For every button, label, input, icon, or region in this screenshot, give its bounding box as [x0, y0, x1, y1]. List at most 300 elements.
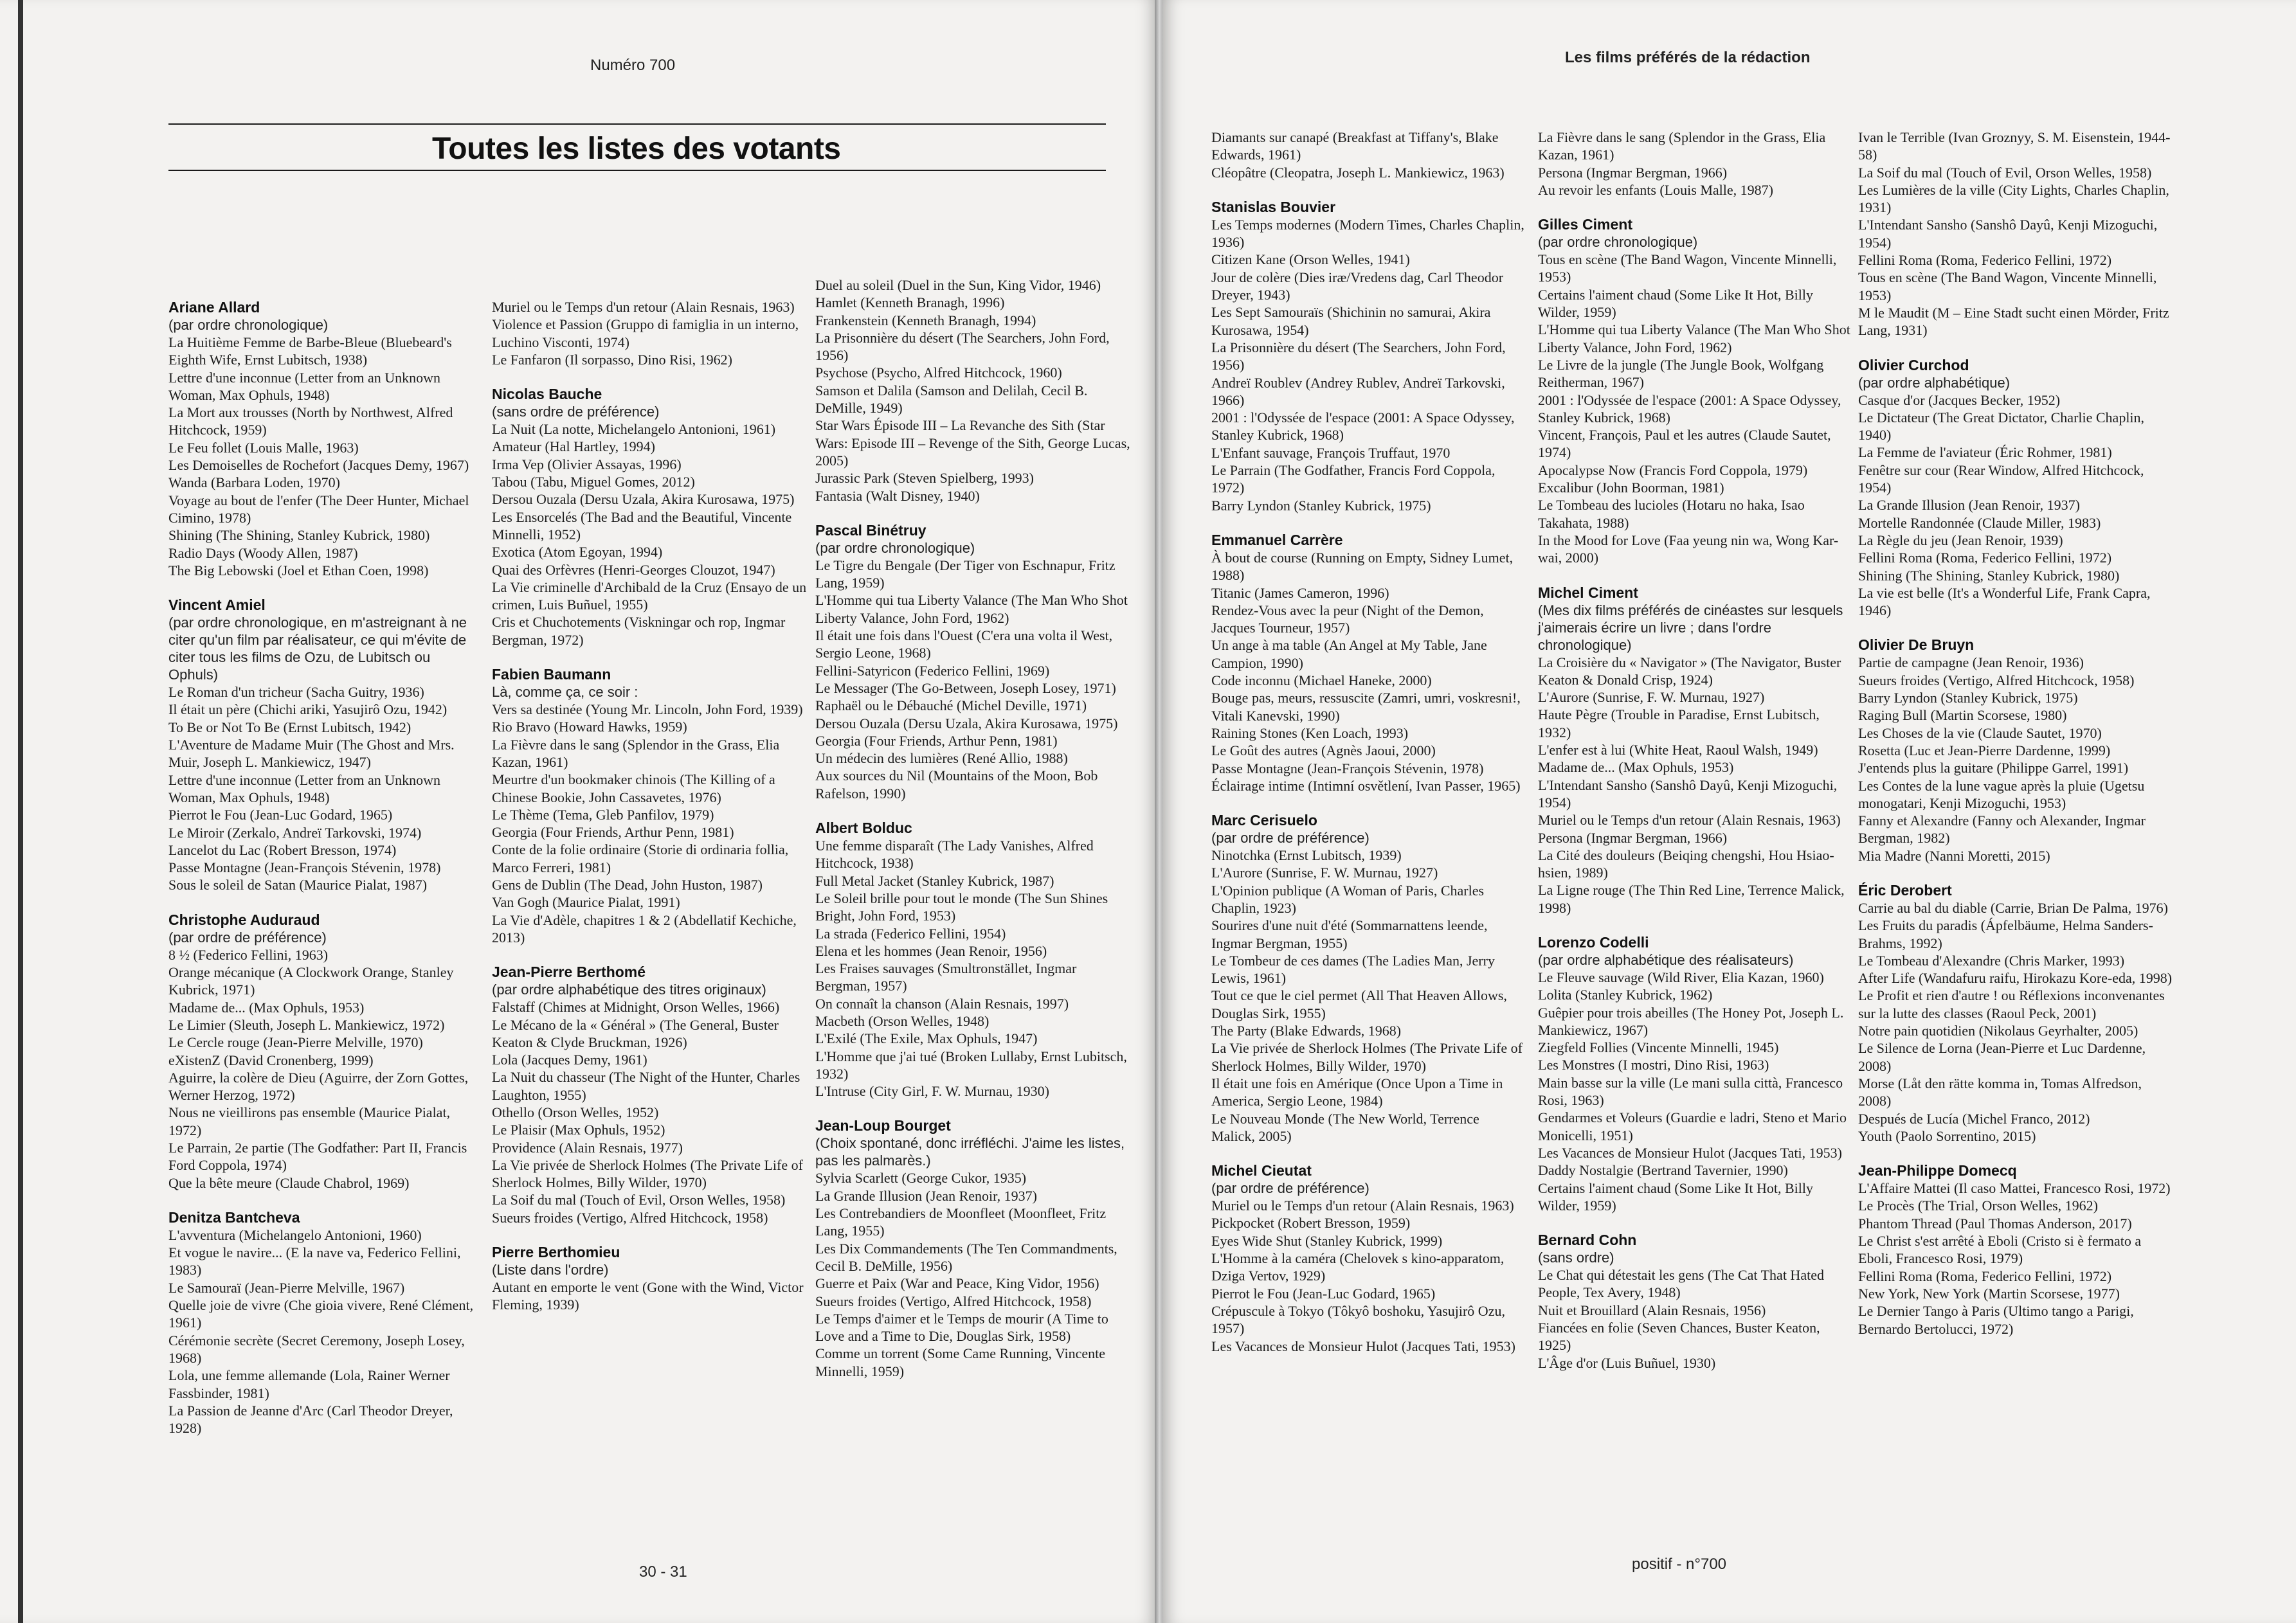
- film-entry: Carrie au bal du diable (Carrie, Brian De Palma, 1976): [1858, 899, 2169, 916]
- film-entry: Muriel ou le Temps d'un retour (Alain Resnais, 1963): [1211, 1197, 1514, 1214]
- film-entry: Le Tombeau des lucioles (Hotaru no haka, Isao Takahata, 1988): [1538, 497, 1805, 531]
- film-entry: L'avventura (Michelangelo Antonioni, 1960): [168, 1226, 422, 1243]
- film-entry: New York, New York (Martin Scorsese, 1977): [1858, 1285, 2120, 1302]
- film-entry: Les Demoiselles de Rochefort (Jacques Demy, 1967): [168, 457, 469, 474]
- voter-list: [1538, 129, 1853, 199]
- film-entry: Comme un torrent (Some Came Running, Vincente Minnelli, 1959): [815, 1345, 1106, 1379]
- film-entry: Le Tigre du Bengale (Der Tiger von Eschnapur, Fritz Lang, 1959): [815, 557, 1116, 591]
- film-entry: Meurtre d'un bookmaker chinois (The Killing of a Chinese Bookie, John Cassavetes, 1976): [492, 771, 775, 805]
- film-entry: In the Mood for Love (Faa yeung nin wa, Wong Kar-wai, 2000): [1538, 532, 1839, 566]
- voter-name: Christophe Auduraud: [168, 911, 320, 928]
- film-entry: Notre pain quotidien (Nikolaus Geyrhalter, 2005): [1858, 1023, 2138, 1039]
- voter-list: [168, 596, 484, 894]
- film-entry: La Nuit du chasseur (The Night of the Hunter, Charles Laughton, 1955): [492, 1069, 800, 1103]
- film-entry: Le Nouveau Monde (The New World, Terrence Malick, 2005): [1211, 1110, 1479, 1144]
- film-entry: Les Monstres (I mostri, Dino Risi, 1963): [1538, 1057, 1769, 1073]
- film-entry: Rosetta (Luc et Jean-Pierre Dardenne, 1999): [1858, 742, 2111, 758]
- film-entry: Titanic (James Cameron, 1996): [1211, 584, 1389, 601]
- voter-note: (Choix spontané, donc irréfléchi. J'aime les listes, pas les palmarès.): [815, 1135, 1125, 1169]
- film-entry: Fellini Roma (Roma, Federico Fellini, 1972): [1858, 550, 2112, 566]
- film-entry: Code inconnu (Michael Haneke, 2000): [1211, 672, 1432, 689]
- film-entry: La Prisonnière du désert (The Searchers, John Ford, 1956): [1211, 339, 1506, 373]
- voter-list: [1211, 198, 1526, 514]
- film-entry: Hamlet (Kenneth Branagh, 1996): [815, 294, 1005, 311]
- voter-name: Fabien Baumann: [492, 666, 611, 683]
- film-entry: Irma Vep (Olivier Assayas, 1996): [492, 456, 682, 472]
- folio-left: 30 - 31: [639, 1563, 687, 1581]
- film-entry: Citizen Kane (Orson Welles, 1941): [1211, 251, 1410, 268]
- film-entry: To Be or Not To Be (Ernst Lubitsch, 1942): [168, 719, 411, 735]
- film-entry: Sueurs froides (Vertigo, Alfred Hitchcock, 1958): [815, 1293, 1092, 1309]
- voter-name: Vincent Amiel: [168, 596, 266, 614]
- film-entry: Le Procès (The Trial, Orson Welles, 1962): [1858, 1197, 2098, 1214]
- voter-name: Jean-Loup Bourget: [815, 1117, 951, 1134]
- voter-name: Emmanuel Carrère: [1211, 531, 1343, 548]
- film-entry: Radio Days (Woody Allen, 1987): [168, 544, 358, 561]
- film-entry: Frankenstein (Kenneth Branagh, 1994): [815, 312, 1036, 328]
- film-entry: L'Aventure de Madame Muir (The Ghost and Mrs. Muir, Joseph L. Mankiewicz, 1947): [168, 737, 455, 771]
- film-entry: La Vie privée de Sherlock Holmes (The Private Life of Sherlock Holmes, Billy Wilder, 1970): [1211, 1040, 1523, 1074]
- film-entry: J'entends plus la guitare (Philippe Garrel, 1991): [1858, 760, 2129, 776]
- film-entry: L'Homme qui tua Liberty Valance (The Man Who Shot Liberty Valance, John Ford, 1962): [1538, 321, 1850, 355]
- film-entry: Il était un père (Chichi ariki, Yasujirô Ozu, 1942): [168, 701, 447, 718]
- film-entry: La Passion de Jeanne d'Arc (Carl Theodor Dreyer, 1928): [168, 1402, 453, 1437]
- film-entry: Raging Bull (Martin Scorsese, 1980): [1858, 707, 2067, 724]
- film-entry: Falstaff (Chimes at Midnight, Orson Welles, 1966): [492, 999, 780, 1016]
- film-entry: Les Sept Samouraïs (Shichinin no samurai, Akira Kurosawa, 1954): [1211, 304, 1491, 338]
- film-entry: Diamants sur canapé (Breakfast at Tiffany's, Blake Edwards, 1961): [1211, 129, 1499, 163]
- voter-name: Pascal Binétruy: [815, 521, 927, 539]
- voter-list: [815, 819, 1130, 1100]
- voter-note: (par ordre de préférence): [1211, 830, 1369, 847]
- film-entry: Certains l'aiment chaud (Some Like It Hot, Billy Wilder, 1959): [1538, 1179, 1813, 1214]
- film-entry: Le Goût des autres (Agnès Jaoui, 2000): [1211, 742, 1436, 759]
- film-entry: M le Maudit (M – Eine Stadt sucht einen Mörder, Fritz Lang, 1931): [1858, 304, 2169, 339]
- film-entry: La Fièvre dans le sang (Splendor in the Grass, Elia Kazan, 1961): [492, 736, 780, 770]
- film-entry: Lola (Jacques Demy, 1961): [492, 1052, 647, 1068]
- film-entry: La Cité des douleurs (Beiqing chengshi, Hou Hsiao-hsien, 1989): [1538, 847, 1834, 881]
- film-entry: La Mort aux trousses (North by Northwest, Alfred Hitchcock, 1959): [168, 404, 453, 438]
- film-entry: Bouge pas, meurs, ressuscite (Zamri, umri, voskresni!, Vitali Kanevski, 1990): [1211, 690, 1521, 724]
- voter-name: Denitza Bantcheva: [168, 1208, 300, 1226]
- voter-list: [1858, 881, 2173, 1145]
- film-entry: Wanda (Barbara Loden, 1970): [168, 474, 341, 491]
- film-entry: Aux sources du Nil (Mountains of the Moon, Bob Rafelson, 1990): [815, 767, 1098, 802]
- film-entry: Tous en scène (The Band Wagon, Vincente Minnelli, 1953): [1858, 269, 2157, 303]
- film-entry: Crépuscule à Tokyo (Tôkyô boshoku, Yasujirô Ozu, 1957): [1211, 1302, 1505, 1337]
- film-entry: Rio Bravo (Howard Hawks, 1959): [492, 719, 687, 735]
- page-title: Toutes les listes des votants: [432, 132, 841, 166]
- film-entry: Il était une fois en Amérique (Once Upon a Time in America, Sergio Leone, 1984): [1211, 1075, 1503, 1109]
- voter-list: [1538, 1231, 1853, 1372]
- voter-list: [1211, 531, 1526, 794]
- film-entry: Sueurs froides (Vertigo, Alfred Hitchcock, 1958): [1858, 672, 2135, 688]
- title-rule-top: [168, 123, 1106, 125]
- film-entry: Certains l'aiment chaud (Some Like It Hot, Billy Wilder, 1959): [1538, 286, 1813, 321]
- film-entry: Les Ensorcelés (The Bad and the Beautiful, Vincente Minnelli, 1952): [492, 508, 792, 542]
- voter-note: (par ordre chronologique): [815, 539, 975, 556]
- film-entry: L'Homme que j'ai tué (Broken Lullaby, Ernst Lubitsch, 1932): [815, 1048, 1127, 1082]
- film-entry: Dersou Ouzala (Dersu Uzala, Akira Kurosawa, 1975): [492, 491, 795, 508]
- voter-list: [1858, 356, 2173, 620]
- film-entry: Barry Lyndon (Stanley Kubrick, 1975): [1858, 690, 2078, 706]
- voter-list: [492, 963, 807, 1226]
- film-entry: Les Fraises sauvages (Smultronstället, Ingmar Bergman, 1957): [815, 960, 1077, 994]
- film-entry: Le Miroir (Zerkalo, Andreï Tarkovski, 1974): [168, 824, 422, 841]
- film-entry: La strada (Federico Fellini, 1954): [815, 925, 1006, 942]
- film-entry: La Vie privée de Sherlock Holmes (The Private Life of Sherlock Holmes, Billy Wilder, 1970): [492, 1156, 803, 1191]
- film-entry: La Règle du jeu (Jean Renoir, 1939): [1858, 532, 2063, 548]
- film-entry: Después de Lucía (Michel Franco, 2012): [1858, 1110, 2090, 1127]
- film-entry: Excalibur (John Boorman, 1981): [1538, 480, 1724, 496]
- film-entry: Persona (Ingmar Bergman, 1966): [1538, 829, 1728, 846]
- title-rule-bottom: [168, 170, 1106, 171]
- film-entry: Van Gogh (Maurice Pialat, 1991): [492, 894, 680, 911]
- film-entry: Lancelot du Lac (Robert Bresson, 1974): [168, 841, 397, 858]
- film-entry: L'Âge d'or (Luis Buñuel, 1930): [1538, 1354, 1716, 1371]
- film-entry: 2001 : l'Odyssée de l'espace (2001: A Space Odyssey, Stanley Kubrick, 1968): [1211, 409, 1515, 444]
- voter-note: (sans ordre): [1538, 1250, 1614, 1266]
- film-entry: L'Exilé (The Exile, Max Ophuls, 1947): [815, 1030, 1038, 1047]
- film-entry: La Fièvre dans le sang (Splendor in the Grass, Elia Kazan, 1961): [1538, 129, 1826, 163]
- right-column-2: [1538, 129, 1853, 1388]
- voter-name: Ariane Allard: [168, 299, 260, 316]
- film-entry: Sylvia Scarlett (George Cukor, 1935): [815, 1170, 1027, 1187]
- film-entry: Le Tombeau d'Alexandre (Chris Marker, 1993): [1858, 952, 2125, 969]
- film-entry: Muriel ou le Temps d'un retour (Alain Resnais, 1963): [1538, 812, 1841, 829]
- voter-note: (sans ordre de préférence): [492, 404, 660, 420]
- film-entry: La Prisonnière du désert (The Searchers, John Ford, 1956): [815, 329, 1110, 364]
- film-entry: L'enfer est à lui (White Heat, Raoul Walsh, 1949): [1538, 742, 1818, 758]
- film-entry: Ninotchka (Ernst Lubitsch, 1939): [1211, 847, 1402, 864]
- film-entry: La Soif du mal (Touch of Evil, Orson Welles, 1958): [492, 1192, 786, 1208]
- film-entry: Partie de campagne (Jean Renoir, 1936): [1858, 654, 2084, 671]
- film-entry: Le Profit et rien d'autre ! ou Réflexions inconvenantes sur la lutte des classes (Raoul Peck, 2001): [1858, 987, 2165, 1021]
- film-entry: Le Chat qui détestait les gens (The Cat That Hated People, Tex Avery, 1948): [1538, 1267, 1824, 1301]
- film-entry: Lola, une femme allemande (Lola, Rainer Werner Fassbinder, 1981): [168, 1367, 450, 1401]
- film-entry: Le Christ s'est arrêté à Eboli (Cristo si è fermato a Eboli, Francesco Rosi, 1979): [1858, 1233, 2142, 1267]
- film-entry: Main basse sur la ville (Le mani sulla città, Francesco Rosi, 1963): [1538, 1074, 1843, 1109]
- voter-list: [492, 665, 807, 946]
- film-entry: Jour de colère (Dies iræ/Vredens dag, Carl Theodor Dreyer, 1943): [1211, 269, 1504, 303]
- film-entry: The Party (Blake Edwards, 1968): [1211, 1023, 1402, 1039]
- film-entry: Le Roman d'un tricheur (Sacha Guitry, 1936): [168, 684, 424, 701]
- film-entry: Les Lumières de la ville (City Lights, Charles Chaplin, 1931): [1858, 181, 2169, 216]
- film-entry: Un médecin des lumières (René Allio, 1988): [815, 750, 1068, 767]
- film-entry: Le Parrain (The Godfather, Francis Ford Coppola, 1972): [1211, 462, 1496, 496]
- film-entry: Fanny et Alexandre (Fanny och Alexander, Ingmar Bergman, 1982): [1858, 812, 2146, 847]
- voter-list: [1538, 933, 1853, 1214]
- film-entry: Guêpier pour trois abeilles (The Honey Pot, Joseph L. Mankiewicz, 1967): [1538, 1004, 1844, 1038]
- film-entry: La vie est belle (It's a Wonderful Life, Frank Capra, 1946): [1858, 584, 2151, 619]
- film-entry: Andreï Roublev (Andrey Rublev, Andreï Tarkovski, 1966): [1211, 374, 1505, 408]
- film-entry: Violence et Passion (Gruppo di famiglia in un interno, Luchino Visconti, 1974): [492, 316, 799, 350]
- film-entry: Georgia (Four Friends, Arthur Penn, 1981): [815, 732, 1058, 749]
- film-entry: Que la bête meure (Claude Chabrol, 1969): [168, 1174, 410, 1191]
- film-entry: Fellini Roma (Roma, Federico Fellini, 1972): [1858, 252, 2112, 269]
- film-entry: Et vogue le navire... (E la nave va, Federico Fellini, 1983): [168, 1244, 461, 1278]
- film-entry: Le Fanfaron (Il sorpasso, Dino Risi, 1962): [492, 351, 732, 368]
- film-entry: Pierrot le Fou (Jean-Luc Godard, 1965): [1211, 1285, 1436, 1302]
- film-entry: Cris et Chuchotements (Viskningar och rop, Ingmar Bergman, 1972): [492, 614, 786, 648]
- film-entry: Elena et les hommes (Jean Renoir, 1956): [815, 942, 1047, 959]
- film-entry: Madame de... (Max Ophuls, 1953): [1538, 759, 1734, 776]
- film-entry: Nuit et Brouillard (Alain Resnais, 1956): [1538, 1302, 1766, 1318]
- film-entry: Providence (Alain Resnais, 1977): [492, 1139, 683, 1156]
- film-entry: Le Plaisir (Max Ophuls, 1952): [492, 1122, 665, 1138]
- voter-list: [815, 521, 1130, 802]
- film-entry: À bout de course (Running on Empty, Sidney Lumet, 1988): [1211, 549, 1514, 584]
- film-entry: Fellini Roma (Roma, Federico Fellini, 1972): [1858, 1268, 2112, 1284]
- film-entry: L'Intruse (City Girl, F. W. Murnau, 1930): [815, 1083, 1049, 1100]
- film-entry: Barry Lyndon (Stanley Kubrick, 1975): [1211, 497, 1431, 514]
- film-entry: Les Vacances de Monsieur Hulot (Jacques Tati, 1953): [1538, 1144, 1842, 1161]
- film-entry: Macbeth (Orson Welles, 1948): [815, 1012, 990, 1029]
- film-entry: Éclairage intime (Intimní osvětlení, Ivan Passer, 1965): [1211, 777, 1521, 794]
- right-column-3: [1858, 129, 2173, 1354]
- film-entry: eXistenZ (David Cronenberg, 1999): [168, 1052, 374, 1068]
- film-entry: Le Dernier Tango à Paris (Ultimo tango a Parigi, Bernardo Bertolucci, 1972): [1858, 1303, 2134, 1337]
- film-entry: Morse (Låt den rätte komma in, Tomas Alfredson, 2008): [1858, 1075, 2142, 1109]
- film-entry: Muriel ou le Temps d'un retour (Alain Resnais, 1963): [492, 299, 795, 315]
- film-entry: Eyes Wide Shut (Stanley Kubrick, 1999): [1211, 1232, 1443, 1249]
- film-entry: Le Messager (The Go-Between, Joseph Losey, 1971): [815, 679, 1116, 696]
- film-entry: Mia Madre (Nanni Moretti, 2015): [1858, 847, 2050, 864]
- film-entry: Il était une fois dans l'Ouest (C'era una volta il West, Sergio Leone, 1968): [815, 627, 1113, 661]
- film-entry: Passe Montagne (Jean-François Stévenin, 1978): [168, 859, 441, 876]
- voter-list: [168, 298, 484, 579]
- film-entry: L'Affaire Mattei (Il caso Mattei, Francesco Rosi, 1972): [1858, 1180, 2171, 1197]
- voter-list: [815, 1116, 1130, 1380]
- film-entry: Les Contrebandiers de Moonfleet (Moonfleet, Fritz Lang, 1955): [815, 1205, 1107, 1239]
- film-entry: Au revoir les enfants (Louis Malle, 1987): [1538, 181, 1773, 198]
- voter-name: Lorenzo Codelli: [1538, 933, 1649, 951]
- film-entry: Tous en scène (The Band Wagon, Vincente Minnelli, 1953): [1538, 251, 1837, 285]
- left-column-2: [492, 298, 807, 1331]
- voter-name: Bernard Cohn: [1538, 1232, 1637, 1249]
- film-entry: La Grande Illusion (Jean Renoir, 1937): [815, 1187, 1037, 1204]
- voter-list: [492, 385, 807, 649]
- film-entry: Youth (Paolo Sorrentino, 2015): [1858, 1127, 2036, 1144]
- film-entry: Gendarmes et Voleurs (Guardie e ladri, Steno et Mario Monicelli, 1951): [1538, 1109, 1847, 1143]
- film-entry: Amateur (Hal Hartley, 1994): [492, 438, 655, 455]
- film-entry: Le Samouraï (Jean-Pierre Melville, 1967): [168, 1279, 405, 1296]
- film-entry: Cérémonie secrète (Secret Ceremony, Joseph Losey, 1968): [168, 1332, 465, 1366]
- voter-note: (par ordre chronologique, en m'astreignant à ne citer qu'un film par réalisateur, ce qui m'évite de citer tous les films de Ozu, de Lubitsch ou Ophuls): [168, 614, 467, 683]
- film-entry: Le Thème (Tema, Gleb Panfilov, 1979): [492, 806, 714, 823]
- film-entry: Passe Montagne (Jean-François Stévenin, 1978): [1211, 760, 1484, 776]
- film-entry: La Huitième Femme de Barbe-Bleue (Bluebeard's Eighth Wife, Ernst Lubitsch, 1938): [168, 334, 452, 368]
- film-entry: Autant en emporte le vent (Gone with the Wind, Victor Fleming, 1939): [492, 1279, 804, 1313]
- film-entry: Duel au soleil (Duel in the Sun, King Vidor, 1946): [815, 277, 1101, 293]
- voter-name: Olivier De Bruyn: [1858, 636, 1975, 654]
- voter-note: (par ordre alphabétique des titres originaux): [492, 982, 766, 998]
- film-entry: Tabou (Tabu, Miguel Gomes, 2012): [492, 474, 695, 490]
- voter-list: [1858, 1161, 2173, 1338]
- binding-edge: [18, 0, 23, 1623]
- film-entry: L'Aurore (Sunrise, F. W. Murnau, 1927): [1211, 865, 1438, 881]
- voter-name: Albert Bolduc: [815, 820, 912, 837]
- film-entry: Mortelle Randonnée (Claude Miller, 1983): [1858, 514, 2101, 531]
- film-entry: La Croisière du « Navigator » (The Navigator, Buster Keaton & Donald Crisp, 1924): [1538, 654, 1841, 688]
- film-entry: Shining (The Shining, Stanley Kubrick, 1980): [1858, 567, 2120, 584]
- film-entry: La Femme de l'aviateur (Éric Rohmer, 1981): [1858, 444, 2112, 461]
- voter-note: (par ordre de préférence): [168, 929, 327, 946]
- voter-list: [1211, 129, 1526, 181]
- voter-name: Pierre Berthomieu: [492, 1244, 620, 1261]
- film-entry: Le Soleil brille pour tout le monde (The Sun Shines Bright, John Ford, 1953): [815, 890, 1108, 924]
- film-entry: Tout ce que le ciel permet (All That Heaven Allows, Douglas Sirk, 1955): [1211, 987, 1507, 1021]
- folio-right: positif - n°700: [1632, 1556, 1727, 1573]
- running-head-right: Les films préférés de la rédaction: [1565, 49, 1811, 66]
- voter-list: [1211, 811, 1526, 1145]
- film-entry: L'Aurore (Sunrise, F. W. Murnau, 1927): [1538, 689, 1765, 706]
- film-entry: Les Fruits du paradis (Ápfelbäume, Helma Sanders-Brahms, 1992): [1858, 917, 2153, 951]
- film-entry: Guerre et Paix (War and Peace, King Vidor, 1956): [815, 1275, 1099, 1292]
- film-entry: Le Dictateur (The Great Dictator, Charlie Chaplin, 1940): [1858, 409, 2145, 444]
- voter-note: (par ordre chronologique): [1538, 234, 1698, 251]
- film-entry: Raining Stones (Ken Loach, 1993): [1211, 724, 1409, 741]
- voter-note: Là, comme ça, ce soir :: [492, 684, 638, 701]
- left-column-3: [815, 276, 1130, 1397]
- voter-name: Éric Derobert: [1858, 881, 1952, 899]
- film-entry: L'Enfant sauvage, François Truffaut, 1970: [1211, 444, 1451, 461]
- film-entry: Lettre d'une inconnue (Letter from an Unknown Woman, Max Ophuls, 1948): [168, 771, 441, 805]
- film-entry: Jurassic Park (Steven Spielberg, 1993): [815, 470, 1034, 487]
- film-entry: Samson et Dalila (Samson and Delilah, Cecil B. DeMille, 1949): [815, 382, 1088, 417]
- film-entry: Dersou Ouzala (Dersu Uzala, Akira Kurosawa, 1975): [815, 715, 1118, 731]
- voter-name: Jean-Pierre Berthomé: [492, 964, 646, 981]
- voter-list: [168, 911, 484, 1192]
- film-entry: Une femme disparaît (The Lady Vanishes, Alfred Hitchcock, 1938): [815, 838, 1094, 872]
- film-entry: Fiancées en folie (Seven Chances, Buster Keaton, 1925): [1538, 1320, 1820, 1354]
- film-entry: Un ange à ma table (An Angel at My Table, Jane Campion, 1990): [1211, 637, 1487, 671]
- film-entry: Haute Pègre (Trouble in Paradise, Ernst Lubitsch, 1932): [1538, 706, 1820, 740]
- film-entry: L'Homme qui tua Liberty Valance (The Man Who Shot Liberty Valance, John Ford, 1962): [815, 592, 1128, 626]
- voter-list: [1858, 129, 2173, 339]
- film-entry: L'Opinion publique (A Woman of Paris, Charles Chaplin, 1923): [1211, 882, 1485, 916]
- left-column-1: [168, 298, 484, 1453]
- film-entry: Rendez-Vous avec la peur (Night of the Demon, Jacques Tourneur, 1957): [1211, 602, 1484, 636]
- voter-list: [492, 1243, 807, 1314]
- film-entry: Star Wars Épisode III – La Revanche des Sith (Star Wars: Episode III – Revenge of the Sith, George Lucas, 2005): [815, 417, 1130, 469]
- film-entry: La Vie criminelle d'Archibald de la Cruz (Ensayo de un crimen, Luis Buñuel, 1955): [492, 578, 807, 613]
- film-entry: Apocalypse Now (Francis Ford Coppola, 1979): [1538, 462, 1808, 478]
- film-entry: Quai des Orfèvres (Henri-Georges Clouzot, 1947): [492, 561, 775, 578]
- film-entry: La Nuit (La notte, Michelangelo Antonioni, 1961): [492, 421, 776, 438]
- right-page: [1162, 0, 2296, 1623]
- film-entry: Vincent, François, Paul et les autres (Claude Sautet, 1974): [1538, 427, 1831, 461]
- film-entry: Le Silence de Lorna (Jean-Pierre et Luc Dardenne, 2008): [1858, 1040, 2146, 1074]
- film-entry: Phantom Thread (Paul Thomas Anderson, 2017): [1858, 1215, 2132, 1232]
- film-entry: Fantasia (Walt Disney, 1940): [815, 487, 980, 504]
- film-entry: Le Feu follet (Louis Malle, 1963): [168, 439, 359, 456]
- film-entry: Gens de Dublin (The Dead, John Huston, 1987): [492, 877, 763, 893]
- film-entry: The Big Lebowski (Joel et Ethan Coen, 1998): [168, 562, 429, 578]
- film-entry: Madame de... (Max Ophuls, 1953): [168, 999, 365, 1016]
- film-entry: Daddy Nostalgie (Bertrand Tavernier, 1990): [1538, 1162, 1788, 1179]
- film-entry: Sueurs froides (Vertigo, Alfred Hitchcock, 1958): [492, 1209, 768, 1226]
- film-entry: Le Mécano de la « Général » (The General, Buster Keaton & Clyde Bruckman, 1926): [492, 1016, 779, 1050]
- voter-note: (par ordre de préférence): [1211, 1180, 1369, 1197]
- film-entry: Lolita (Stanley Kubrick, 1962): [1538, 987, 1713, 1003]
- voter-list: [1538, 584, 1853, 917]
- film-entry: Les Choses de la vie (Claude Sautet, 1970): [1858, 724, 2102, 741]
- voter-list: [1858, 636, 2173, 865]
- film-entry: Voyage au bout de l'enfer (The Deer Hunter, Michael Cimino, 1978): [168, 492, 469, 526]
- film-entry: La Ligne rouge (The Thin Red Line, Terrence Malick, 1998): [1538, 882, 1845, 916]
- film-entry: Le Fleuve sauvage (Wild River, Elia Kazan, 1960): [1538, 969, 1824, 985]
- film-entry: 2001 : l'Odyssée de l'espace (2001: A Space Odyssey, Stanley Kubrick, 1968): [1538, 391, 1841, 426]
- film-entry: Nous ne vieillirons pas ensemble (Maurice Pialat, 1972): [168, 1104, 451, 1138]
- film-entry: After Life (Wandafuru raifu, Hirokazu Kore-eda, 1998): [1858, 970, 2173, 987]
- voter-name: Gilles Ciment: [1538, 216, 1632, 233]
- film-entry: Vers sa destinée (Young Mr. Lincoln, John Ford, 1939): [492, 701, 803, 718]
- film-entry: Pickpocket (Robert Bresson, 1959): [1211, 1215, 1411, 1232]
- film-entry: La Vie d'Adèle, chapitres 1 & 2 (Abdellatif Kechiche, 2013): [492, 911, 797, 946]
- film-entry: Le Limier (Sleuth, Joseph L. Mankiewicz, 1972): [168, 1016, 445, 1033]
- film-entry: La Grande Illusion (Jean Renoir, 1937): [1858, 497, 2080, 514]
- voter-note: (par ordre alphabétique des réalisateurs): [1538, 951, 1794, 968]
- voter-list: [168, 1208, 484, 1437]
- film-entry: Orange mécanique (A Clockwork Orange, Stanley Kubrick, 1971): [168, 964, 454, 998]
- film-entry: Le Cercle rouge (Jean-Pierre Melville, 1970): [168, 1034, 423, 1051]
- voter-list: [815, 276, 1130, 505]
- voter-name: Nicolas Bauche: [492, 386, 602, 403]
- film-entry: Lettre d'une inconnue (Letter from an Unknown Woman, Max Ophuls, 1948): [168, 369, 441, 403]
- film-entry: Psychose (Psycho, Alfred Hitchcock, 1960): [815, 364, 1062, 381]
- film-entry: Le Livre de la jungle (The Jungle Book, Wolfgang Reitherman, 1967): [1538, 356, 1824, 391]
- voter-note: (Mes dix films préférés de cinéastes sur lesquels j'aimerais écrire un livre ; dans l'ordre chronologique): [1538, 602, 1843, 653]
- film-entry: Ziegfeld Follies (Vincente Minnelli, 1945): [1538, 1039, 1779, 1056]
- film-entry: Full Metal Jacket (Stanley Kubrick, 1987): [815, 872, 1054, 889]
- film-entry: Le Tombeur de ces dames (The Ladies Man, Jerry Lewis, 1961): [1211, 952, 1495, 987]
- film-entry: Persona (Ingmar Bergman, 1966): [1538, 164, 1728, 181]
- voter-note: (par ordre alphabétique): [1858, 374, 2011, 391]
- voter-name: Marc Cerisuelo: [1211, 812, 1317, 829]
- film-entry: Fellini-Satyricon (Federico Fellini, 1969): [815, 662, 1050, 679]
- film-entry: Othello (Orson Welles, 1952): [492, 1104, 659, 1120]
- film-entry: Quelle joie de vivre (Che gioia vivere, René Clément, 1961): [168, 1297, 474, 1331]
- film-entry: Les Dix Commandements (The Ten Commandments, Cecil B. DeMille, 1956): [815, 1240, 1117, 1274]
- film-entry: Le Parrain, 2e partie (The Godfather: Part II, Francis Ford Coppola, 1974): [168, 1139, 467, 1174]
- running-head-left: Numéro 700: [590, 57, 676, 74]
- voter-name: Michel Cieutat: [1211, 1162, 1312, 1179]
- film-entry: Raphaël ou le Débauché (Michel Deville, 1971): [815, 697, 1087, 714]
- film-entry: Le Temps d'aimer et le Temps de mourir (A Time to Love and a Time to Die, Douglas Sirk, 1958): [815, 1310, 1108, 1345]
- voter-list: [492, 298, 807, 368]
- film-entry: Fenêtre sur cour (Rear Window, Alfred Hitchcock, 1954): [1858, 462, 2144, 496]
- film-entry: Sourires d'une nuit d'été (Sommarnattens leende, Ingmar Bergman, 1955): [1211, 917, 1488, 951]
- voter-name: Michel Ciment: [1538, 584, 1638, 601]
- film-entry: Ivan le Terrible (Ivan Groznyy, S. M. Eisenstein, 1944-58): [1858, 129, 2171, 163]
- film-entry: L'Intendant Sansho (Sanshô Dayû, Kenji Mizoguchi, 1954): [1538, 776, 1838, 811]
- voter-list: [1538, 215, 1853, 566]
- film-entry: Pierrot le Fou (Jean-Luc Godard, 1965): [168, 807, 393, 823]
- film-entry: Les Contes de la lune vague après la pluie (Ugetsu monogatari, Kenji Mizoguchi, 1953): [1858, 777, 2145, 811]
- voter-name: Olivier Curchod: [1858, 356, 1969, 373]
- film-entry: Casque d'or (Jacques Becker, 1952): [1858, 391, 2061, 408]
- voter-name: Jean-Philippe Domecq: [1858, 1162, 2017, 1179]
- voter-list: [1211, 1161, 1526, 1355]
- film-entry: Aguirre, la colère de Dieu (Aguirre, der Zorn Gottes, Werner Herzog, 1972): [168, 1069, 469, 1104]
- film-entry: Shining (The Shining, Stanley Kubrick, 1980): [168, 527, 430, 544]
- film-entry: Conte de la folie ordinaire (Storie di ordinaria follia, Marco Ferreri, 1981): [492, 841, 789, 875]
- film-entry: Les Temps modernes (Modern Times, Charles Chaplin, 1936): [1211, 216, 1524, 251]
- film-entry: Georgia (Four Friends, Arthur Penn, 1981): [492, 824, 734, 841]
- film-entry: On connaît la chanson (Alain Resnais, 1997): [815, 995, 1069, 1012]
- film-entry: 8 ½ (Federico Fellini, 1963): [168, 946, 329, 963]
